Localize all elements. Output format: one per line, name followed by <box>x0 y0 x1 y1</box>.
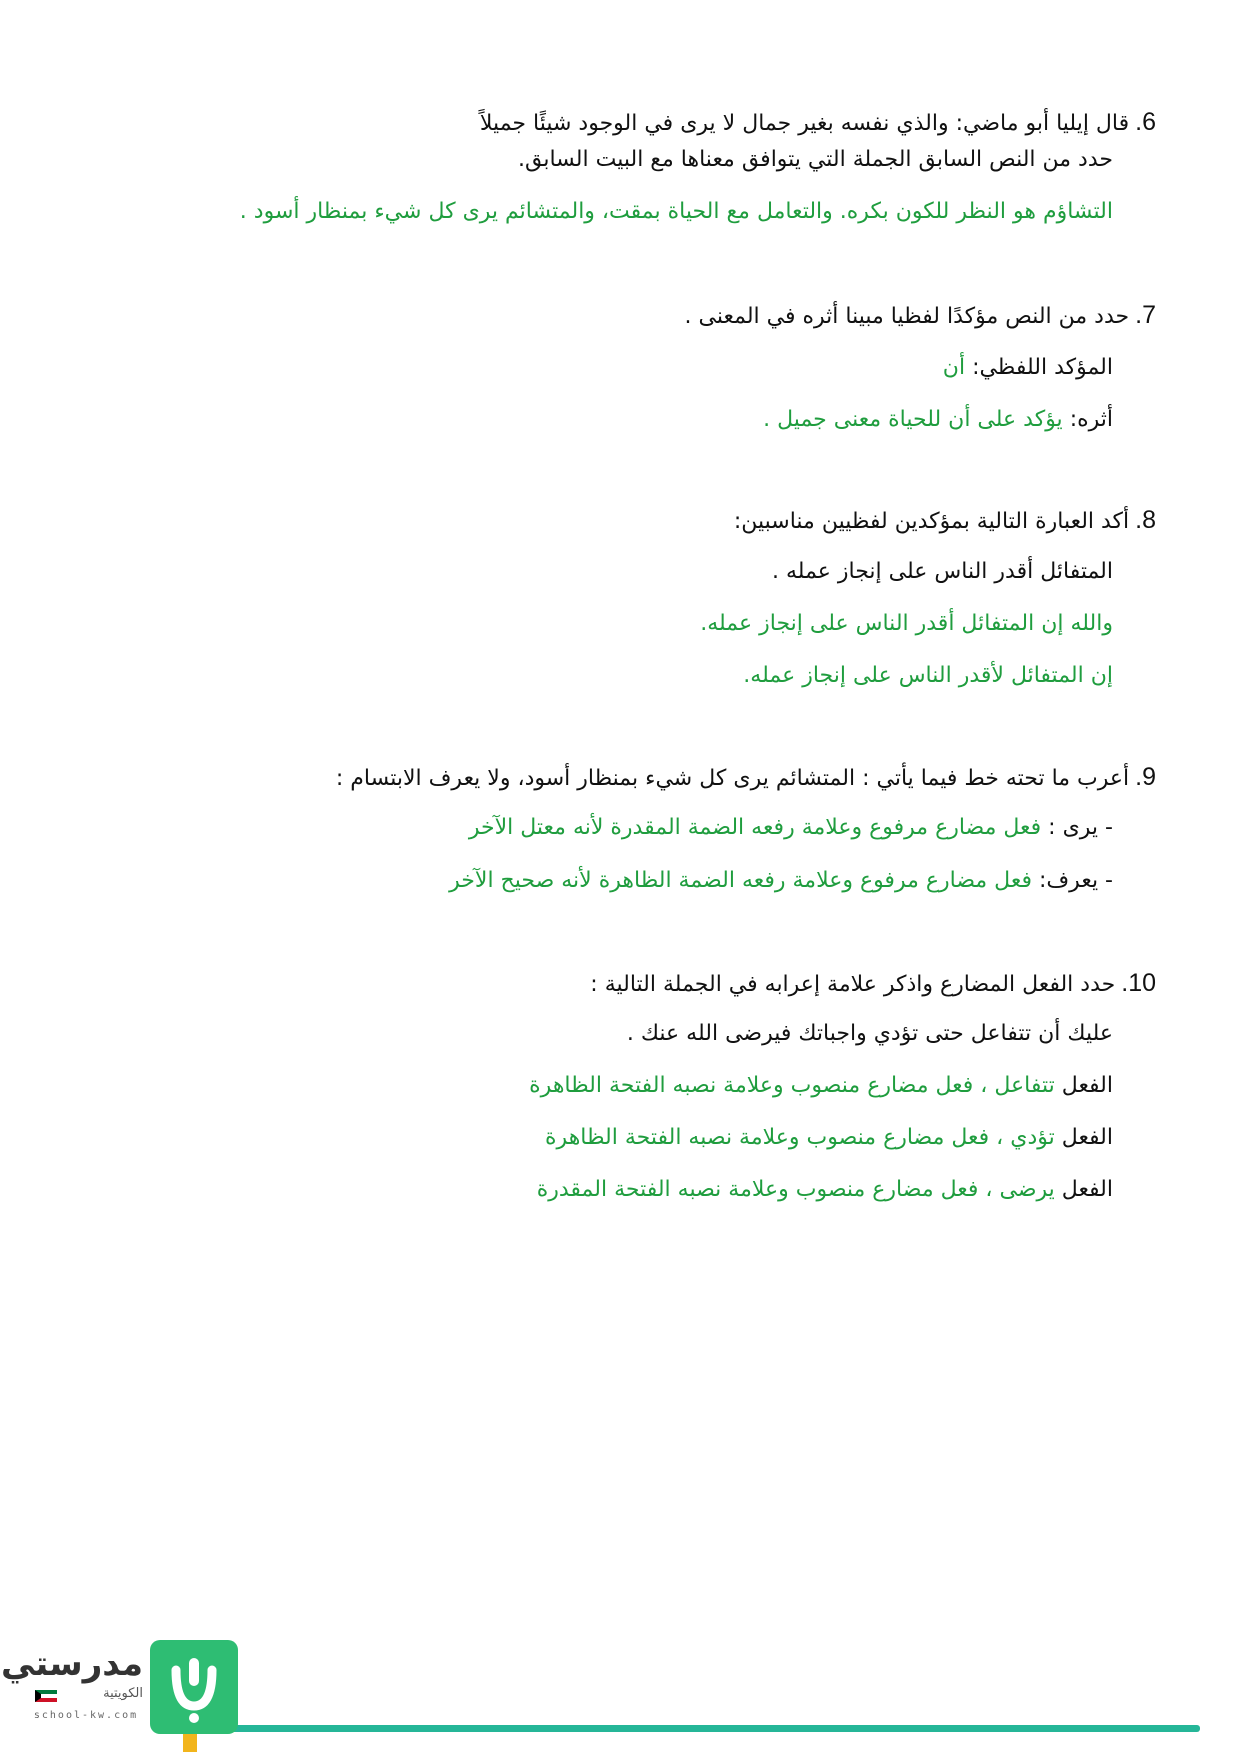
question-8-sentence: المتفائل أقدر الناس على إنجاز عمله . <box>772 559 1113 584</box>
logo-bookmark-icon <box>183 1734 197 1752</box>
line-answer: يؤكد على أن للحياة معنى جميل . <box>763 407 1063 432</box>
question-10-line-3 <box>537 1175 1113 1205</box>
logo-subtitle: الكويتية <box>103 1686 143 1701</box>
line-answer: يرضى ، فعل مضارع منصوب وعلامة نصبه الفتحة المقدرة <box>536 1177 1055 1202</box>
logo-mark-icon <box>150 1640 238 1734</box>
footer-divider <box>225 1725 1200 1732</box>
line-answer: تؤدي ، فعل مضارع منصوب وعلامة نصبه الفتحة الظاهرة <box>545 1125 1055 1150</box>
line-label: الفعل <box>1061 1125 1113 1150</box>
logo-url: school-kw.com <box>33 1710 139 1721</box>
line-label: الفعل <box>1061 1073 1113 1098</box>
question-text: قال إيليا أبو ماضي: والذي نفسه بغير جمال لا يرى في الوجود شيئًا جميلاً <box>479 111 1130 136</box>
question-6 <box>480 107 1156 139</box>
question-6-answer: التشاؤم هو النظر للكون بكره. والتعامل مع الحياة بمقت، والمتشائم يرى كل شيء بمنظار أسود . <box>239 199 1113 224</box>
line-label: - يعرف: <box>1038 868 1113 893</box>
line-answer: أن <box>942 355 966 380</box>
kuwait-flag-icon <box>35 1690 57 1702</box>
question-8-answer-2: إن المتفائل لأقدر الناس على إنجاز عمله. <box>743 663 1113 688</box>
question-8 <box>734 505 1156 537</box>
question-10-line-1 <box>529 1071 1113 1101</box>
line-label: - يرى : <box>1048 815 1113 840</box>
question-text: حدد الفعل المضارع واذكر علامة إعرابه في الجملة التالية : <box>590 972 1116 997</box>
line-label: أثره: <box>1069 407 1113 432</box>
question-9 <box>336 762 1156 794</box>
question-7-line-2 <box>763 405 1113 435</box>
question-10-sentence: عليك أن تتفاعل حتى تؤدي واجباتك فيرضى الله عنك . <box>626 1021 1113 1046</box>
question-text: أكد العبارة التالية بمؤكدين لفظيين مناسبين: <box>733 509 1130 534</box>
question-9-line-1 <box>469 813 1113 843</box>
question-number: 7. <box>1135 301 1156 329</box>
logo-name: مدرستي <box>1 1644 143 1684</box>
question-10-line-2 <box>545 1123 1113 1153</box>
logo-badge-icon <box>150 1640 238 1734</box>
line-answer: فعل مضارع مرفوع وعلامة رفعه الضمة الظاهرة لأنه صحيح الآخر <box>449 868 1032 893</box>
question-number: 6. <box>1135 108 1156 136</box>
question-number: 10. <box>1121 969 1156 997</box>
question-10 <box>590 968 1156 1000</box>
line-answer: تتفاعل ، فعل مضارع منصوب وعلامة نصبه الفتحة الظاهرة <box>529 1073 1055 1098</box>
line-answer: فعل مضارع مرفوع وعلامة رفعه الضمة المقدرة لأنه معتل الآخر <box>468 815 1042 840</box>
question-9-line-2 <box>449 866 1113 896</box>
question-text: حدد من النص مؤكدًا لفظيا مبينا أثره في المعنى . <box>684 304 1130 329</box>
question-number: 9. <box>1135 763 1156 791</box>
line-label: الفعل <box>1061 1177 1113 1202</box>
line-label: المؤكد اللفظي: <box>972 355 1113 380</box>
question-8-answer-1: والله إن المتفائل أقدر الناس على إنجاز عمله. <box>700 611 1113 636</box>
question-number: 8. <box>1135 506 1156 534</box>
question-7 <box>685 300 1156 332</box>
question-6-instruction: حدد من النص السابق الجملة التي يتوافق معناها مع البيت السابق. <box>518 147 1113 172</box>
question-text: أعرب ما تحته خط فيما يأتي : المتشائم يرى كل شيء بمنظار أسود، ولا يعرف الابتسام : <box>335 766 1130 791</box>
footer-logo <box>1 1640 215 1752</box>
question-7-line-1 <box>943 353 1113 383</box>
